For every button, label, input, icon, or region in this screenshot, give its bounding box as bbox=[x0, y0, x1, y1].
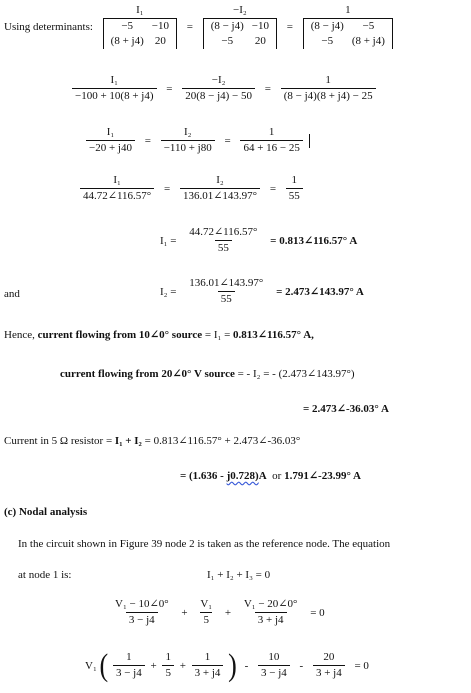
eq4-d1: 44.72∠116.57° bbox=[80, 188, 154, 203]
eq7-n2: V₁ bbox=[200, 598, 213, 610]
eq8-b-n: 1 bbox=[165, 651, 171, 663]
eq5-lhs: I₁ = bbox=[160, 234, 177, 247]
m3-c: −5 bbox=[321, 35, 334, 47]
current5b-or: or bbox=[266, 470, 285, 482]
eq7-d1: 3 − j4 bbox=[126, 612, 158, 627]
i1-result-equation bbox=[155, 226, 471, 255]
eq8-a-n: 1 bbox=[126, 651, 132, 663]
eq3-n3: 1 bbox=[268, 126, 275, 138]
matrix-3 bbox=[303, 19, 393, 49]
m3-a: (8 − j4) bbox=[310, 20, 344, 32]
eq3-n2: I₂ bbox=[183, 126, 192, 138]
node1-label: at node 1 is: bbox=[18, 569, 72, 581]
eq8-t2-n: 20 bbox=[323, 651, 335, 663]
eq8-rhs: = 0 bbox=[354, 659, 369, 672]
m3-d: (8 + j4) bbox=[351, 35, 385, 47]
current5b-mid: A bbox=[258, 470, 267, 482]
source20-rest: = - I₂ = - (2.473∠143.97°) bbox=[234, 368, 355, 380]
source20-bold: current flowing from 20∠0° V source bbox=[60, 368, 235, 380]
m2-b: −10 bbox=[251, 20, 269, 32]
eq2-n1: I₁ bbox=[110, 74, 118, 86]
eq2-n3: 1 bbox=[325, 74, 331, 86]
hence-bold-value: 0.813∠116.57° A, bbox=[233, 329, 314, 341]
text-cursor bbox=[309, 134, 310, 148]
eq8-a-d: 3 − j4 bbox=[113, 665, 145, 680]
source20-line bbox=[60, 367, 355, 381]
det-numerator-2: −I₂ bbox=[232, 4, 247, 16]
matrix-2 bbox=[203, 19, 277, 49]
eq8-t1-d: 3 − j4 bbox=[258, 665, 290, 680]
eq7-n1: V₁ − 10∠0° bbox=[115, 598, 169, 610]
m2-c: −5 bbox=[221, 35, 234, 47]
current-5ohm-line bbox=[4, 434, 300, 448]
hence-bold-source: current flowing from 10∠0° source bbox=[37, 329, 203, 341]
eq4-d3: 55 bbox=[286, 188, 303, 203]
eq3-n1: I₁ bbox=[106, 126, 115, 138]
hence-line bbox=[4, 328, 314, 342]
eq7-rhs: = 0 bbox=[310, 606, 325, 619]
eq3-d2: −110 + j80 bbox=[161, 140, 215, 155]
eq8-t2-d: 3 + j4 bbox=[313, 665, 345, 680]
eq3-d3: 64 + 16 − 25 bbox=[240, 140, 302, 155]
equation-polar: $\frac{\text{I₁}}{44.72\angle 116.57^\circ}$ = $\frac{\text{I₂}}{136.01\angle 143.97^\circ}$ = $\frac{1}{55}$ bbox=[78, 174, 471, 203]
eq8-t1-n: 10 bbox=[268, 651, 280, 663]
eq8-c-d: 3 + j4 bbox=[192, 665, 224, 680]
eq6-num: 136.01∠143.97° bbox=[189, 277, 264, 289]
hence-mid: = I₁ = bbox=[202, 329, 234, 341]
equation-simplified: $\frac{\text{I₁}}{-20 + j40}$ = $\frac{\text{I₂}}{-110 + j80}$ = $\frac{1}{64 + 16 - 25}$ bbox=[84, 126, 471, 155]
m1-b: −10 bbox=[151, 20, 169, 32]
m1-a: −5 bbox=[121, 20, 134, 32]
m1-c: (8 + j4) bbox=[110, 35, 144, 47]
nodal-equation: $\frac{\text{V₁ − 10∠0°}}{3 - j4}$ + $\frac{\text{V₁}}{5}$ + $\frac{\text{V₁ − 20∠0°}}{3 + j4}$ = 0 bbox=[110, 598, 471, 627]
current5b-post: 1.791∠-23.99° A bbox=[284, 470, 361, 482]
eq4-n3: 1 bbox=[291, 174, 298, 186]
eq2-d1: −100 + 10(8 + j4) bbox=[72, 88, 157, 103]
kcl-equation: I₁ + I₂ + I₃ = 0 bbox=[207, 569, 271, 581]
eq5-result: = 0.813∠116.57° A bbox=[270, 235, 358, 247]
eq6-lhs: I₂ = bbox=[160, 285, 177, 298]
nodal-collected-equation: V₁ ( $\frac{1}{3 - j4}$ + $\frac{1}{5}$ + $\frac{1}{3 + j4}$ ) - $\frac{10}{3 - j4}$ - $\frac{20}{3 + j4}$ = 0 bbox=[85, 647, 369, 683]
equation-expanded: $\frac{\text{I₁}}{-100 + 10(8 + j4)}$ = $\frac{\text{−I₂}}{20(8 - j4) - 50}$ = $\frac{1}{(8 - j4)(8 + j4) - 25}$ bbox=[70, 74, 471, 103]
current5-rest: = 0.813∠116.57° + 2.473∠-36.03° bbox=[141, 435, 301, 447]
eq8-c-n: 1 bbox=[204, 651, 211, 663]
determinant-label: Using determinants: bbox=[4, 20, 93, 33]
current5b-squig: j0.728) bbox=[226, 470, 259, 482]
current5-prefix: Current in 5 Ω resistor = bbox=[4, 435, 115, 447]
eq4-n1: I₁ bbox=[113, 174, 121, 186]
eq8-v: V₁ bbox=[85, 659, 97, 672]
current5b-pre: = (1.636 - bbox=[180, 470, 227, 482]
det-fraction-1 bbox=[103, 4, 177, 49]
current5-bold: I₁ + I₂ bbox=[114, 435, 142, 447]
eq7-n3: V₁ − 20∠0° bbox=[243, 598, 298, 610]
m2-a: (8 − j4) bbox=[210, 20, 244, 32]
source20-result: = 2.473∠-36.03° A bbox=[303, 403, 389, 415]
eq8-m1: - bbox=[244, 659, 249, 672]
nodal-paragraph: In the circuit shown in Figure 39 node 2 is taken as the reference node. The equation bbox=[18, 538, 391, 550]
eq6-den: 55 bbox=[218, 291, 235, 306]
det-fraction-3 bbox=[303, 4, 393, 49]
m1-d: 20 bbox=[154, 35, 166, 47]
det-numerator-1: I₁ bbox=[136, 4, 144, 16]
eq7-d3: 3 + j4 bbox=[255, 612, 287, 627]
det-numerator-3: 1 bbox=[345, 4, 351, 16]
m2-d: 20 bbox=[254, 35, 266, 47]
matrix-1 bbox=[103, 19, 177, 49]
eq2-d3: (8 − j4)(8 + j4) − 25 bbox=[281, 88, 376, 103]
eq8-b-d: 5 bbox=[162, 665, 174, 680]
and-label: and bbox=[4, 288, 20, 300]
current-5ohm-result bbox=[180, 469, 361, 483]
hence-prefix: Hence, bbox=[4, 329, 38, 341]
i2-result-equation bbox=[155, 277, 471, 306]
eq2-n2: −I₂ bbox=[211, 74, 226, 86]
eq2-d2: 20(8 − j4) − 50 bbox=[182, 88, 255, 103]
eq7-d2: 5 bbox=[200, 612, 212, 627]
eq5-den: 55 bbox=[215, 240, 232, 255]
eq8-m2: - bbox=[299, 659, 304, 672]
determinant-equation: Using determinants: I₁ −5 −10 (8 + j4) 20 = −I₂ (8 − j4) −10 −5 20 = 1 (8 − j4) −5 −5 (8 + j4) bbox=[4, 4, 471, 49]
m3-b: −5 bbox=[362, 20, 375, 32]
det-fraction-2 bbox=[203, 4, 277, 49]
eq6-result: = 2.473∠143.97° A bbox=[276, 286, 364, 298]
eq3-d1: −20 + j40 bbox=[86, 140, 135, 155]
eq4-d2: 136.01∠143.97° bbox=[180, 188, 260, 203]
nodal-heading: (c) Nodal analysis bbox=[4, 506, 88, 518]
eq5-num: 44.72∠116.57° bbox=[189, 226, 258, 238]
eq4-n2: I₂ bbox=[216, 174, 224, 186]
